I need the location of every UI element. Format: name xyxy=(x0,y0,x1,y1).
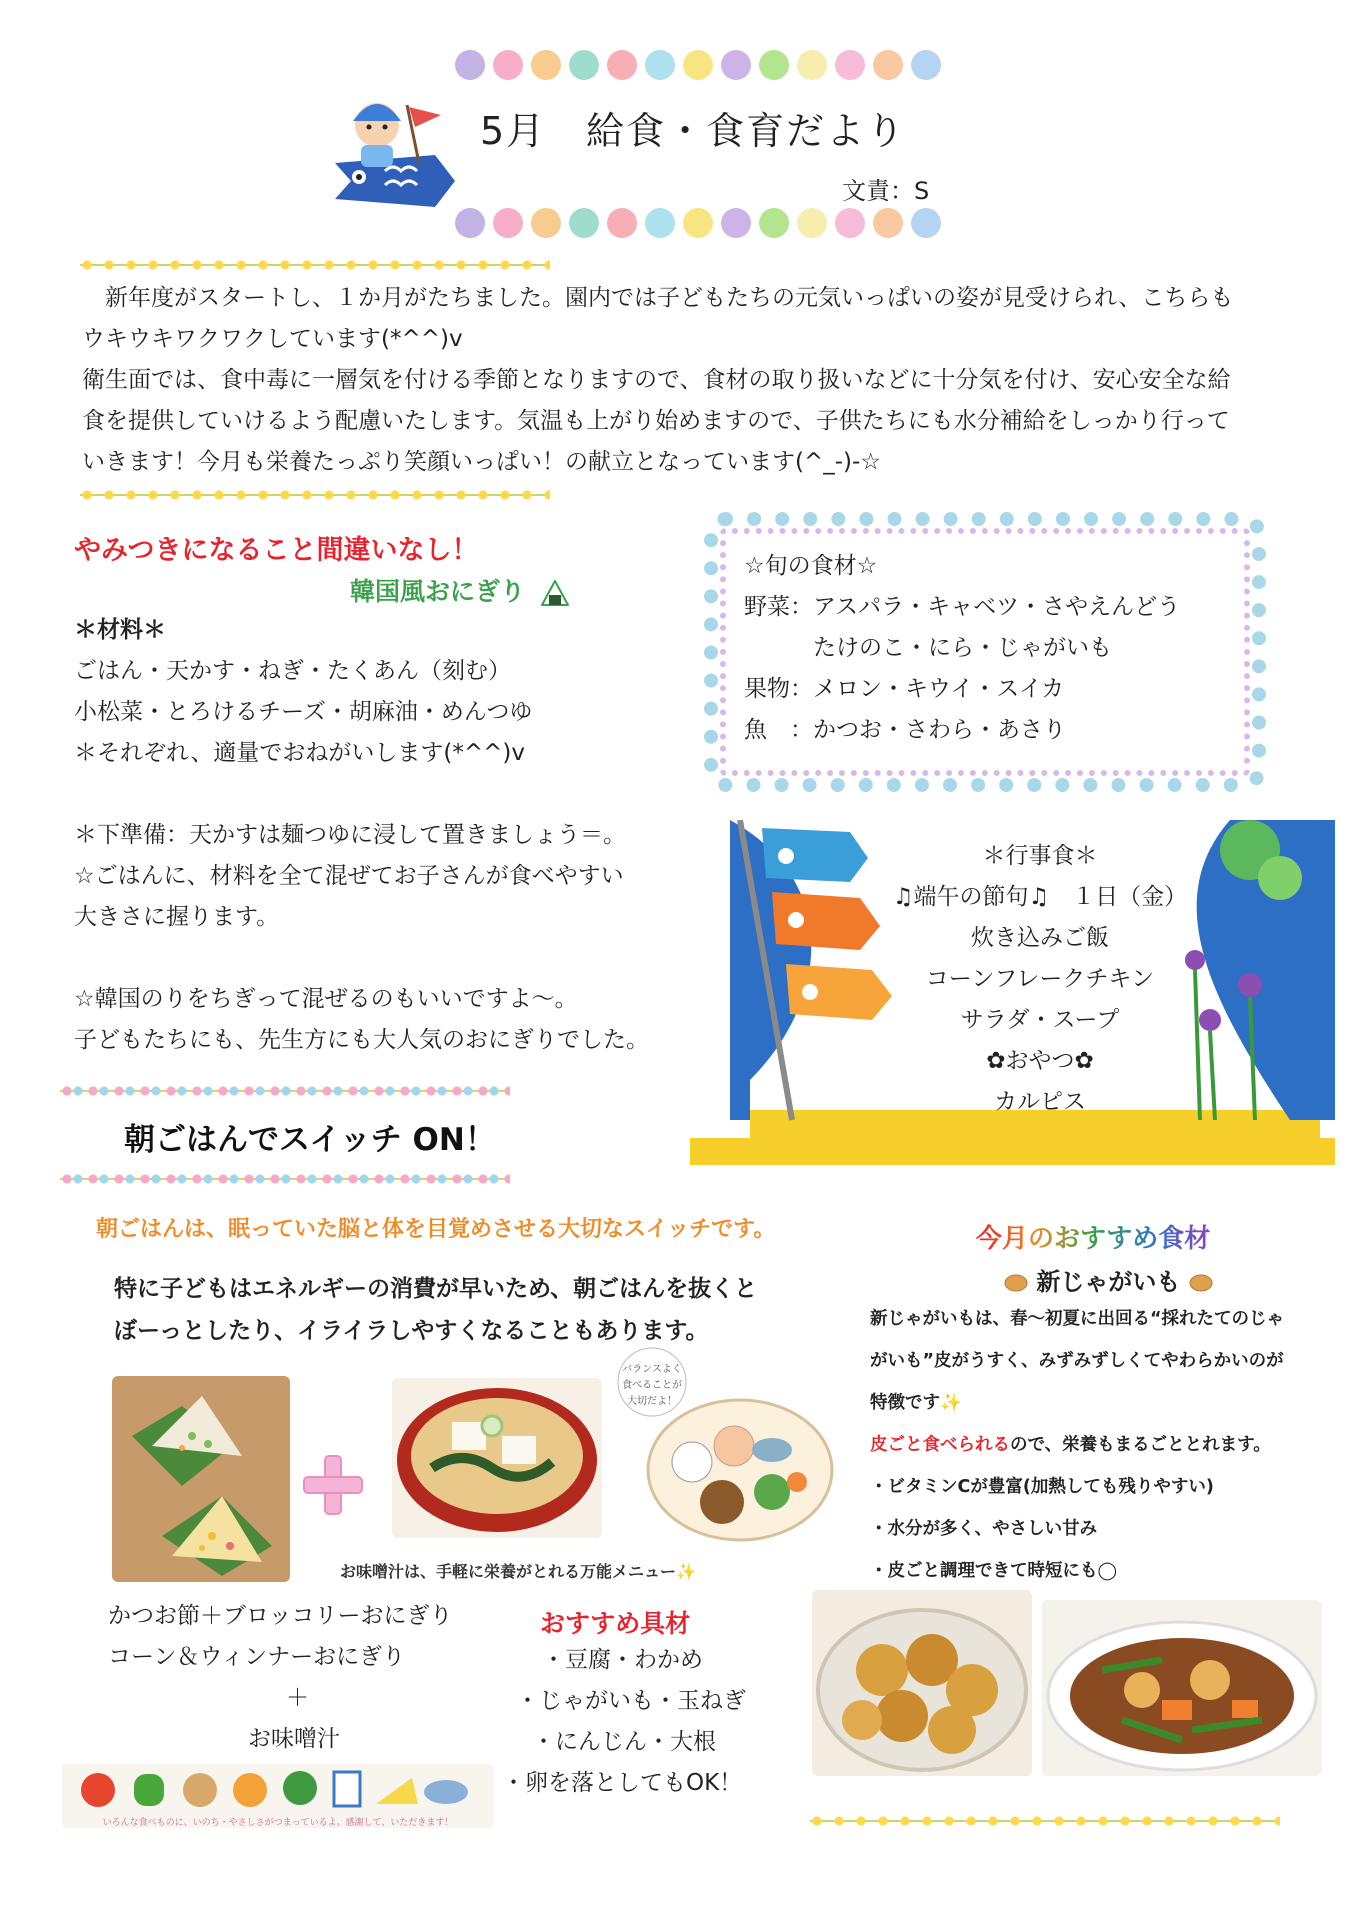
menu-line: お味噌汁 xyxy=(248,1726,340,1752)
featured-point: ・ビタミンCが豊富(加熱しても残りやすい) xyxy=(870,1477,1214,1497)
recipe-name xyxy=(350,572,570,608)
rec-item: ・にんじん・大根 xyxy=(532,1729,716,1755)
event-line: ✿おやつ✿ xyxy=(986,1048,1094,1074)
onigiri-icon xyxy=(540,579,570,607)
new-potato-dish-photo xyxy=(812,1590,1032,1776)
step-line: ＊下準備：天かすは麺つゆに浸して置きましょう＝。 xyxy=(74,822,626,848)
recipe-headline: やみつきになること間違いなし！ xyxy=(74,535,479,566)
featured-description xyxy=(870,1298,1330,1592)
featured-rest-text: ので、栄養もまるごととれます。 xyxy=(1010,1435,1271,1455)
plus-icon xyxy=(300,1452,366,1518)
rec-item: ・豆腐・わかめ xyxy=(542,1647,703,1673)
seasonal-line: 果物：メロン・キウイ・スイカ xyxy=(744,676,1065,702)
seasonal-line: 魚 ：かつお・さわら・あさり xyxy=(744,717,1066,743)
bubble-line: 食べることが xyxy=(622,1380,682,1391)
featured-red-text: 皮ごと食べられる xyxy=(870,1435,1010,1455)
event-text xyxy=(840,836,1240,1123)
featured-desc-line: 特徴です✨ xyxy=(870,1393,962,1413)
breakfast-body xyxy=(114,1268,757,1352)
ingredient-line: ＊それぞれ、適量でおねがいします(*^^)v xyxy=(74,740,525,766)
food-characters-strip xyxy=(62,1764,494,1828)
note-line: 子どもたちにも、先生方にも大人気のおにぎりでした。 xyxy=(74,1027,649,1053)
bubble-line: 大切だよ！ xyxy=(627,1396,677,1407)
intro-line: 新年度がスタートし、１か月がたちました。園内では子どもたちの元気いっぱいの姿が見受けられ、こちらも xyxy=(82,285,1234,311)
featured-point: ・水分が多く、やさしい甘み xyxy=(870,1519,1098,1539)
ingredient-line: 小松菜・とろけるチーズ・胡麻油・めんつゆ xyxy=(74,699,533,725)
note-line: ☆韓国のりをちぎって混ぜるのもいいですよ～。 xyxy=(74,986,578,1012)
menu-line: コーン＆ウィンナーおにぎり xyxy=(108,1644,406,1670)
event-line: コーンフレークチキン xyxy=(925,966,1155,992)
potato-icon xyxy=(1189,1273,1213,1293)
onigiri-photo xyxy=(112,1376,290,1582)
intro-text xyxy=(82,278,1302,483)
bubble-line: バランスよく xyxy=(622,1364,682,1375)
featured-desc-line: 新じゃがいもは、春～初夏に出回る“採れたてのじゃ xyxy=(870,1309,1284,1329)
event-line: カルピス xyxy=(994,1089,1086,1115)
intro-line: 食を提供していけるよう配慮いたします。気温も上がり始めますので、子供たちにも水分補給をしっかり行って xyxy=(82,408,1230,434)
step-line: 大きさに握ります。 xyxy=(74,904,280,930)
miso-soup-photo xyxy=(392,1378,602,1538)
author-credit: 文責：S xyxy=(842,177,930,205)
potato-icon xyxy=(1004,1273,1028,1293)
event-line: ♫端午の節句♫ １日（金） xyxy=(892,884,1188,910)
rec-item: ・じゃがいも・玉ねぎ xyxy=(516,1688,746,1714)
breakfast-body-line: 特に子どもはエネルギーの消費が早いため、朝ごはんを抜くと xyxy=(114,1276,758,1302)
speech-bubble xyxy=(622,1362,682,1410)
ingredient-line: ごはん・天かす・ねぎ・たくあん（刻む） xyxy=(74,658,511,684)
event-line: サラダ・スープ xyxy=(960,1007,1120,1033)
flower-garland-divider xyxy=(60,1084,510,1098)
featured-point: ・皮ごと調理できて時短にも◯ xyxy=(870,1561,1118,1581)
flower-garland-divider xyxy=(80,488,550,502)
recipe-block xyxy=(74,610,674,1061)
page-title: 5月 給食・食育だより xyxy=(480,109,907,153)
featured-heading-text: 今月のおすすめ食材 xyxy=(976,1224,1211,1254)
nikujaga-dish-photo xyxy=(1042,1600,1322,1776)
featured-name xyxy=(1004,1262,1213,1297)
breakfast-lead: 朝ごはんは、眠っていた脳と体を目覚めさせる大切なスイッチです。 xyxy=(96,1217,776,1242)
seasonal-heading: ☆旬の食材☆ xyxy=(744,553,878,579)
seasonal-text xyxy=(744,546,1180,751)
seasonal-line: 野菜：アスパラ・キャベツ・さやえんどう xyxy=(744,594,1181,620)
flower-garland-divider xyxy=(810,1814,1280,1828)
breakfast-title: 朝ごはんでスイッチ ON！ xyxy=(124,1122,496,1158)
featured-desc-line: がいも”皮がうすく、みずみずしくてやわらかいのが xyxy=(870,1351,1284,1371)
intro-line: ウキウキワクワクしています(*^^)v xyxy=(82,326,463,352)
recipe-name-text: 韓国風おにぎり xyxy=(350,577,526,606)
event-line: 炊き込みご飯 xyxy=(971,925,1109,951)
breakfast-body-line: ぼーっとしたり、イライラしやすくなることもあります。 xyxy=(114,1318,709,1344)
top-dot-border xyxy=(455,50,941,80)
bottom-dot-border xyxy=(455,208,941,238)
flower-garland-divider xyxy=(60,1172,510,1186)
strip-caption: いろんな食べものに、いのち・やさしさがつまっているよ。感謝して、いただきます！ xyxy=(102,1818,454,1828)
menu-line: ＋ xyxy=(286,1685,309,1711)
intro-line: 衛生面では、食中毒に一層気を付ける季節となりますので、食材の取り扱いなどに十分気を付け、安心安全な給 xyxy=(82,367,1231,393)
recommended-ingredients-list xyxy=(502,1640,746,1804)
featured-heading xyxy=(976,1218,1210,1255)
featured-name-text: 新じゃがいも xyxy=(1036,1268,1181,1296)
featured-desc-line xyxy=(870,1424,1330,1466)
event-heading: ＊行事食＊ xyxy=(982,843,1098,869)
intro-line: いきます！今月も栄養たっぷり笑顔いっぱい！の献立となっています(^_-)-☆ xyxy=(82,449,881,475)
seasonal-line: たけのこ・にら・じゃがいも xyxy=(744,635,1112,661)
rec-item: ・卵を落としてもOK！ xyxy=(502,1770,743,1796)
flower-garland-divider xyxy=(80,258,550,272)
miso-caption: お味噌汁は、手軽に栄養がとれる万能メニュー✨ xyxy=(340,1562,696,1581)
boy-koinobori-illustration xyxy=(315,85,465,225)
recommended-ingredients-heading: おすすめ具材 xyxy=(540,1609,691,1638)
menu-line: かつお節＋ブロッコリーおにぎり xyxy=(108,1603,453,1629)
breakfast-menu xyxy=(108,1596,468,1760)
step-line: ☆ごはんに、材料を全て混ぜてお子さんが食べやすい xyxy=(74,863,624,889)
vegetable-characters-icon xyxy=(62,1764,494,1812)
ingredients-heading: ＊材料＊ xyxy=(74,617,166,643)
